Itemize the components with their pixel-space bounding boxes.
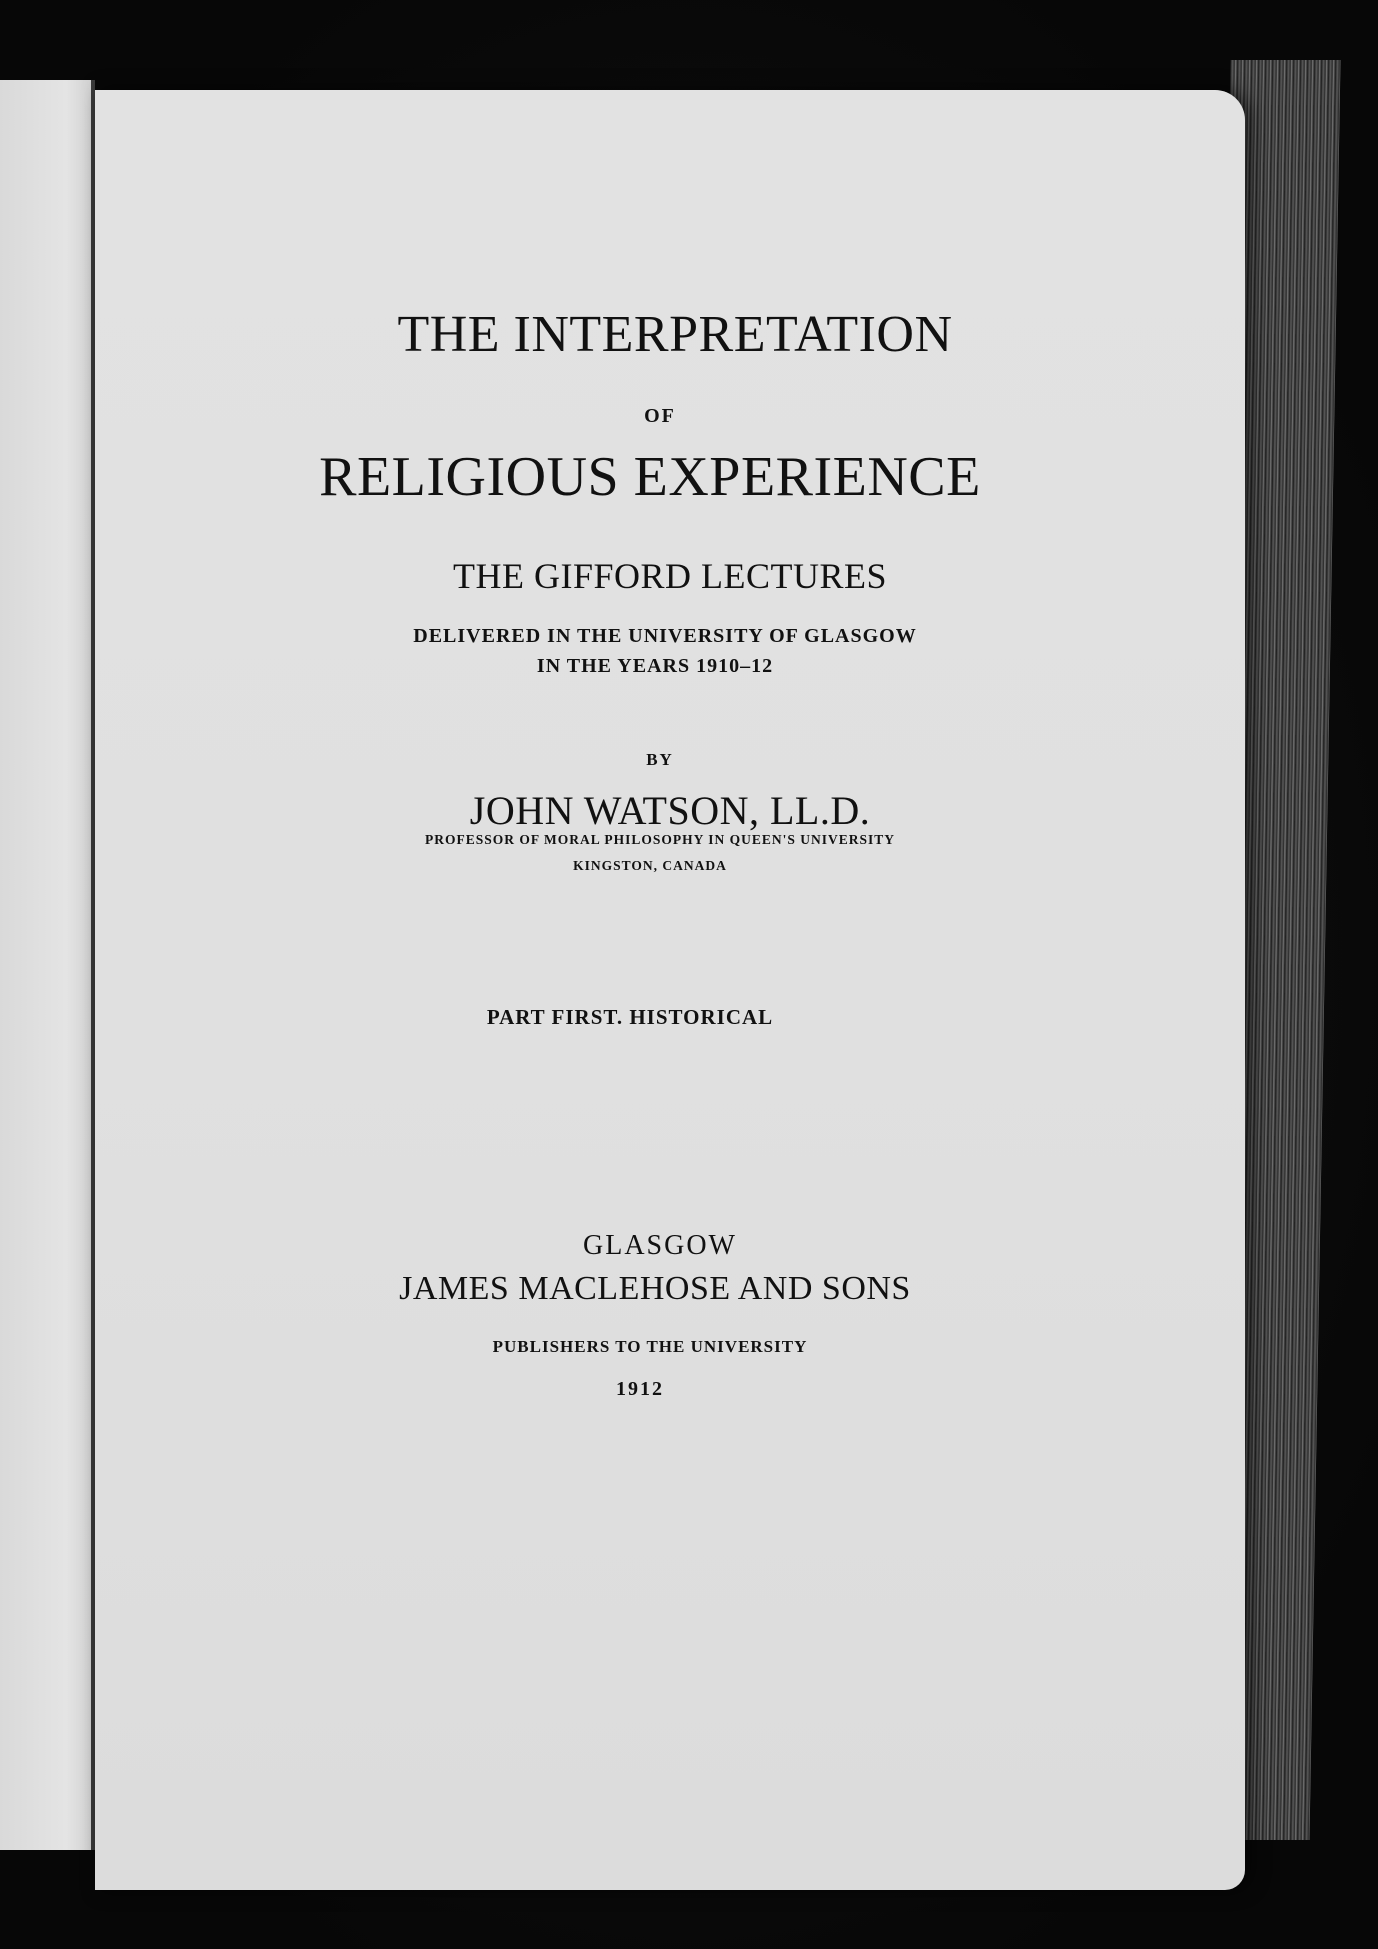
imprint-city: GLASGOW [583, 1230, 737, 1261]
title-line-1: THE INTERPRETATION [397, 306, 953, 363]
delivered-line: DELIVERED IN THE UNIVERSITY OF GLASGOW [413, 625, 917, 647]
author-location: KINGSTON, CANADA [573, 858, 727, 873]
by-line: BY [646, 750, 674, 769]
part-heading: PART FIRST. HISTORICAL [486, 1005, 774, 1029]
author-position: PROFESSOR OF MORAL PHILOSOPHY IN QUEEN'S UNIVERSITY [424, 832, 896, 847]
publication-year: 1912 [616, 1378, 664, 1400]
author-name: JOHN WATSON, LL.D. [469, 788, 871, 833]
title-page [95, 90, 1245, 1890]
publisher-name: JAMES MACLEHOSE AND SONS [399, 1270, 911, 1307]
title-of: OF [644, 405, 676, 427]
publisher-note: PUBLISHERS TO THE UNIVERSITY [492, 1337, 808, 1356]
subtitle: THE GIFFORD LECTURES [452, 556, 888, 596]
years-line: IN THE YEARS 1910–12 [536, 655, 774, 677]
facing-page-edge [0, 80, 95, 1850]
title-line-2: RELIGIOUS EXPERIENCE [319, 446, 981, 508]
